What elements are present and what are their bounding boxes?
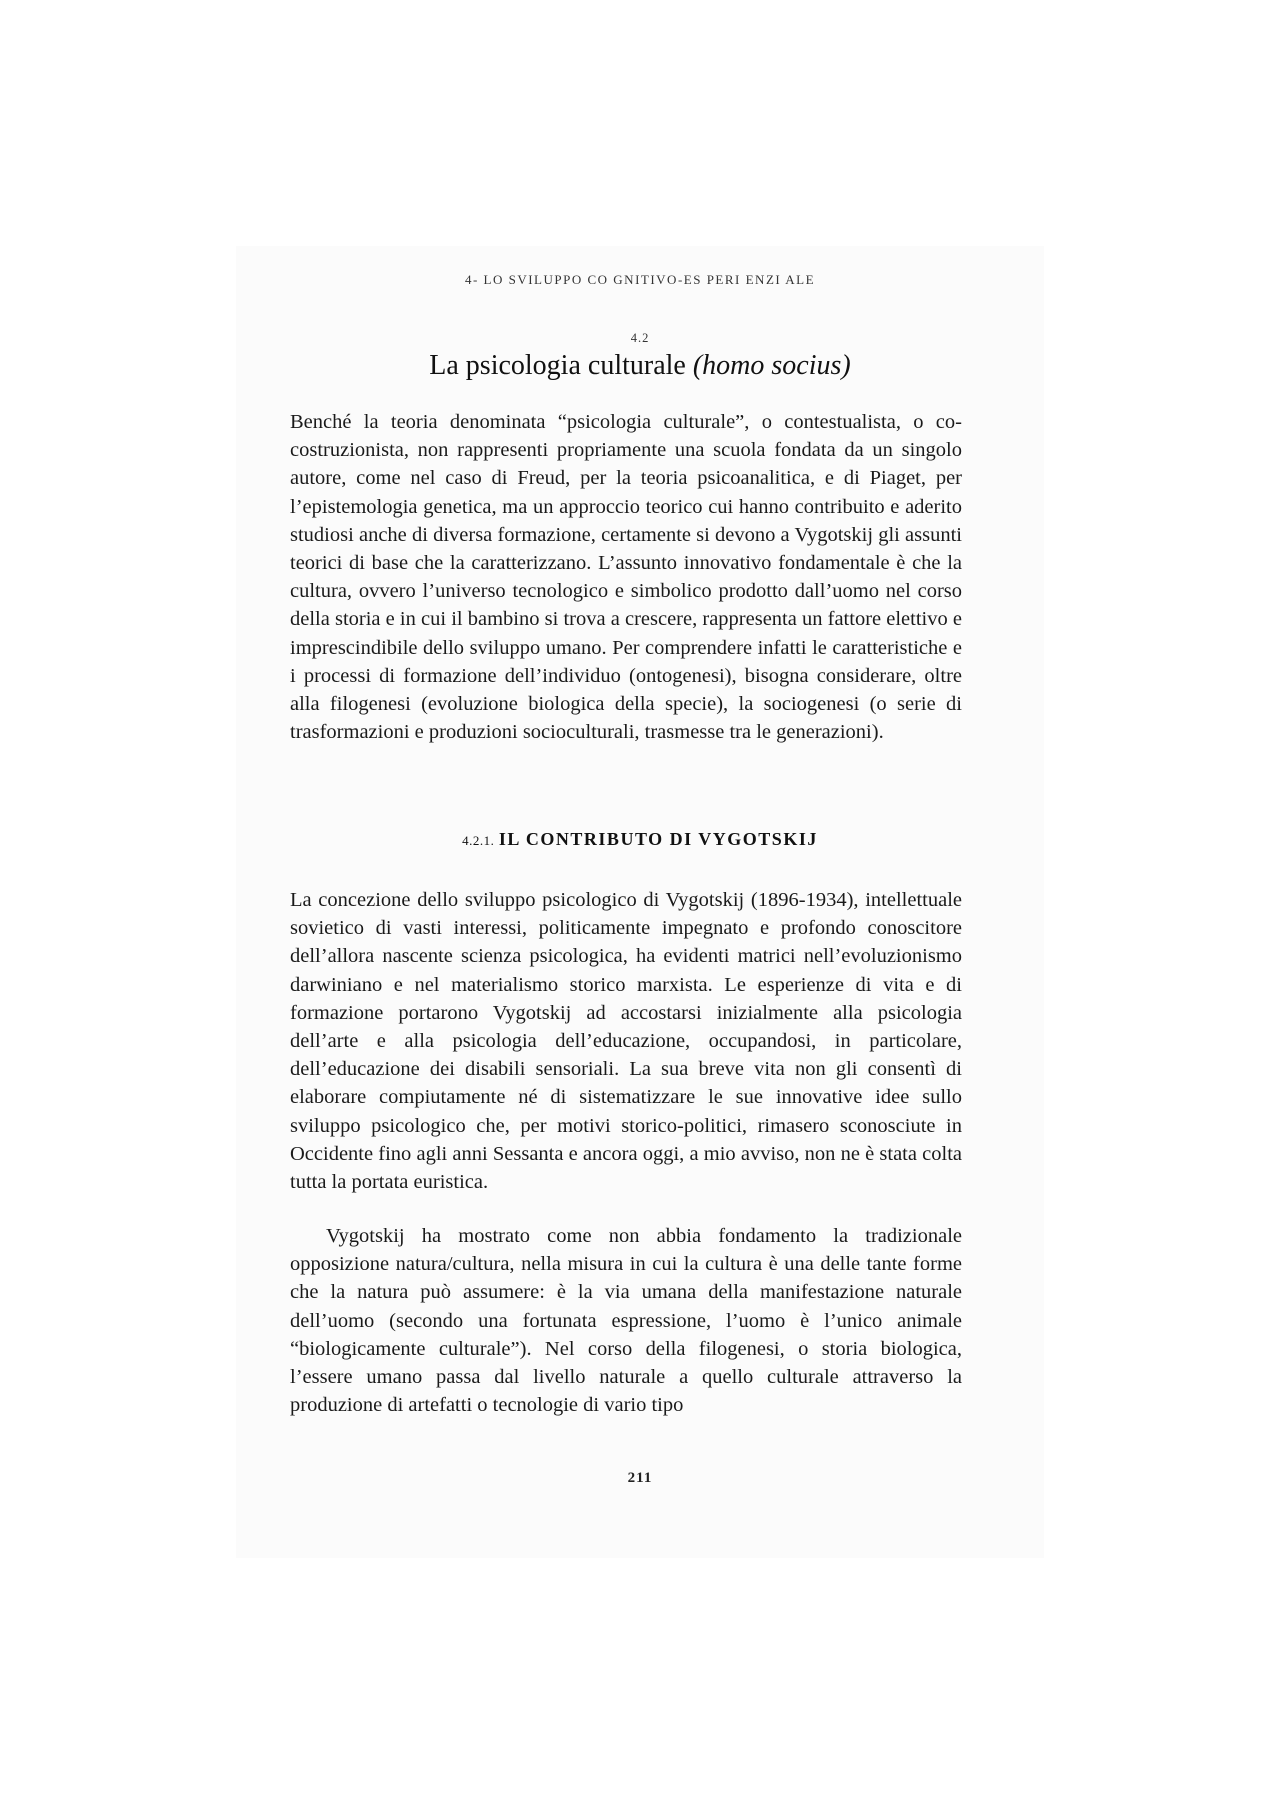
subsection-title: IL CONTRIBUTO DI VYGOTSKIJ [498, 829, 818, 849]
paragraph-nature-culture: Vygotskij ha mostrato come non abbia fondamento la tradizionale opposizione natura/cultura, nella misura in cui la cultura è una delle tante forme che la natura può assumere: è la via umana della manifestazione naturale dell’uomo (secondo una fortunata espressione, l’uomo è l’unico animale “biologicamente culturale”). Nel corso della filogenesi, o storia biologica, l’essere umano passa dal livello naturale a quello culturale attraverso la produzione di artefatti o tecnologie di vario tipo [290, 1225, 962, 1417]
running-head: 4- LO SVILUPPO CO GNITIVO-ES PERI ENZI ALE [464, 272, 816, 287]
section-title-text: La psicologia culturale [429, 350, 693, 381]
subsection-number: 4.2.1. [462, 833, 495, 848]
paragraph-vygotskij-biography: La concezione dello sviluppo psicologico di Vygotskij (1896-1934), intellettuale sovietico di vasti interessi, politicamente impegnato e profondo conoscitore dell’allora nascente scienza psicologica, ha evidenti matrici nell’evoluzionismo darwiniano e nel materialismo storico marxista. Le esperienze di vita e di formazione portarono Vygotskij ad accostarsi inizialmente alla psicologia dell’arte e alla psicologia dell’educazione, occupandosi, in particolare, dell’educazione dei disabili sensoriali. La sua breve vita non gli consentì di elaborare compiutamente né di sistematizzare le sue innovative idee sullo sviluppo psicologico che, per motivi storico-politici, rimasero sconosciute in Occidente fino agli anni Sessanta e ancora oggi, a mio avviso, non ne è stata colta tutta la portata euristica. [290, 889, 962, 1194]
paragraph-intro: Benché la teoria denominata “psicologia culturale”, o contestualista, o co-costruzionista, non rappresenti propriamente una scuola fondata da un singolo autore, come nel caso di Freud, per la teoria psicoanalitica, e di Piaget, per l’epistemologia genetica, ma un approccio teorico cui hanno contribuito e aderito studiosi anche di diversa formazione, certamente si devono a Vygotskij gli assunti teorici di base che la caratterizzano. L’assunto innovativo fondamentale è che la cultura, ovvero l’universo tecnologico e simbolico prodotto dall’uomo nel corso della storia e in cui il bambino si trova a crescere, rappresenta un fattore elettivo e imprescindibile dello sviluppo umano. Per comprendere infatti le caratteristiche e i processi di formazione dell’individuo (ontogenesi), bisogna considerare, oltre alla filogenesi (evoluzione biologica della specie), la sociogenesi (o serie di trasformazioni e produzioni socioculturali, trasmesse tra le generazioni). [290, 411, 962, 744]
section-title [236, 350, 1044, 382]
section-number: 4.2 [630, 331, 650, 345]
subsection-heading [236, 829, 1044, 850]
page-number: 211 [627, 1470, 653, 1486]
section-title-italic: (homo socius) [692, 350, 851, 381]
